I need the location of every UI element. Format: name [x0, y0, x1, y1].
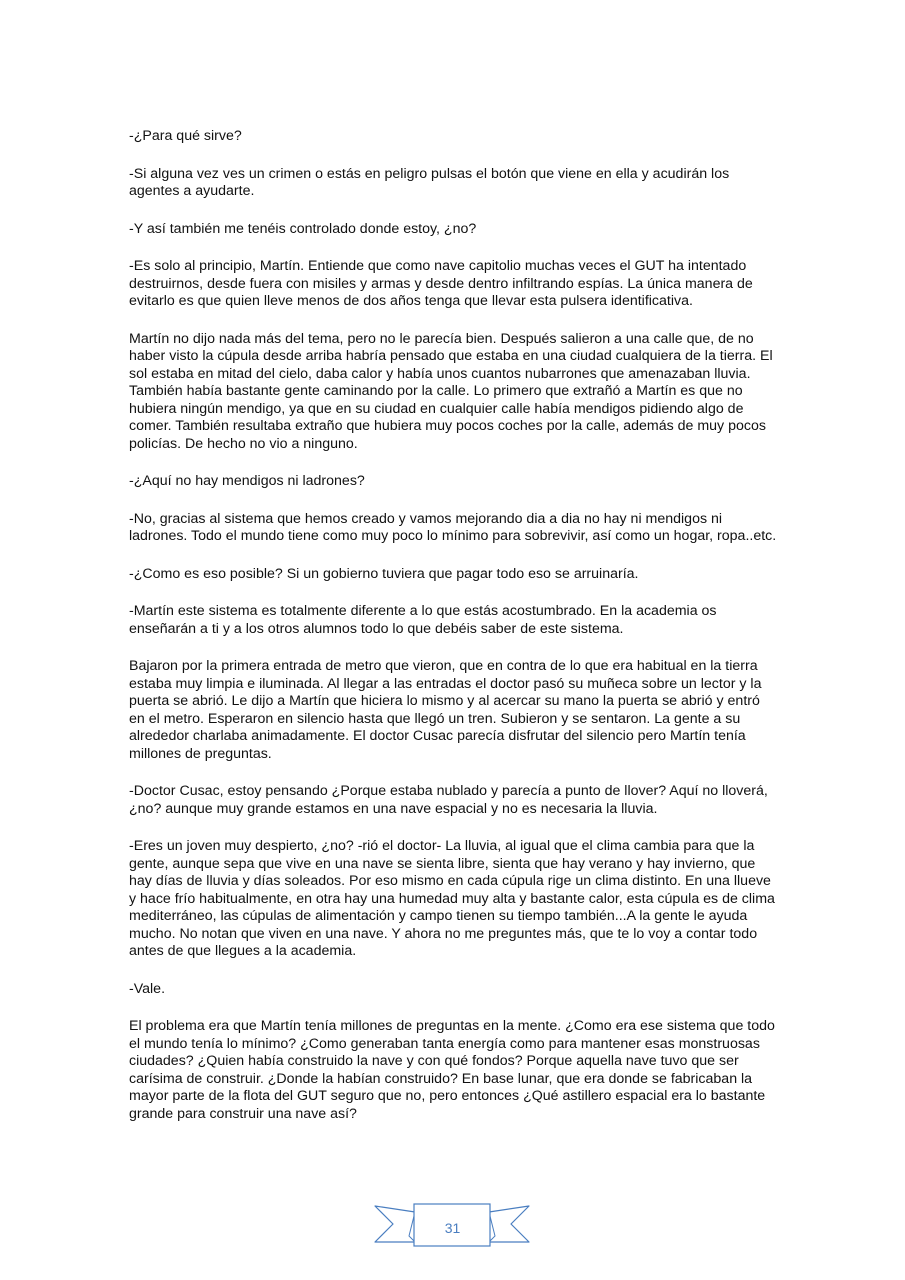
paragraph: -Martín este sistema es totalmente diferente a lo que estás acostumbrado. En la academia os enseñarán a ti y a los otros alumnos todo lo que debéis saber de este sistema. [129, 603, 717, 637]
paragraph: -Es solo al principio, Martín. Entiende que como nave capitolio muchas veces el GUT ha intentado destruirnos, desde fuera con misiles y armas y desde dentro infiltrando espías. La única manera de evitarlo es que quien lleve menos de dos años tenga que llevar esta pulsera identificativa. [129, 258, 753, 309]
paragraph: Bajaron por la primera entrada de metro que vieron, que en contra de lo que era habitual en la tierra estaba muy limpia e iluminada. Al llegar a las entradas el doctor pasó su muñeca sobre un lector y la puerta se abrió. Le dijo a Martín que hiciera lo mismo y al acercar su mano la puerta se abrió y entró en el metro. Esperaron en silencio hasta que llegó un tren. Subieron y se sentaron. La gente a su alrededor charlaba animadamente. El doctor Cusac parecía disfrutar del silencio pero Martín tenía millones de preguntas. [129, 658, 762, 762]
paragraph: -No, gracias al sistema que hemos creado y vamos mejorando dia a dia no hay ni mendigos ni ladrones. Todo el mundo tiene como muy poco lo mínimo para sobrevivir, así como un hogar, ropa..etc. [129, 510, 777, 544]
paragraph: -Y así también me tenéis controlado donde estoy, ¿no? [129, 220, 477, 237]
body-text [129, 128, 777, 1143]
paragraph: -¿Para qué sirve? [129, 128, 242, 144]
paragraph: -Vale. [129, 980, 166, 997]
paragraph: Martín no dijo nada más del tema, pero no le parecía bien. Después salieron a una calle que, de no haber visto la cúpula desde arriba habría pensado que estaba en una ciudad cualquiera de la tierra. El sol estaba en mitad del cielo, daba calor y había unos cuantos nubarrones que amenazaban lluvia. También había bastante gente caminando por la calle. Lo primero que extrañó a Martín es que no hubiera ningún mendigo, ya que en su ciudad en cualquier calle había mendigos pidiendo algo de comer. También resultaba extraño que hubiera muy pocos coches por la calle, además de muy pocos policías. De hecho no vio a ninguno. [129, 330, 773, 452]
paragraph: -Si alguna vez ves un crimen o estás en peligro pulsas el botón que viene en ella y acudirán los agentes a ayudarte. [129, 165, 730, 199]
page-number: 31 [444, 1220, 461, 1236]
paragraph: -Eres un joven muy despierto, ¿no? -rió el doctor- La lluvia, al igual que el clima cambia para que la gente, aunque sepa que vive en una nave se sienta libre, sienta que hay verano y hay invierno, que hay días de lluvia y días soleados. Por eso mismo en cada cúpula rige un clima distinto. En una llueve y hace frío habitualmente, en otra hay una humedad muy alta y bastante calor, esta cúpula es de clima mediterráneo, las cúpulas de alimentación y campo tienen su tiempo también...A la gente le ayuda mucho. No notan que viven en una nave. Y ahora no me preguntes más, que te lo voy a contar todo antes de que llegues a la academia. [129, 838, 775, 959]
paragraph: -¿Aquí no hay mendigos ni ladrones? [129, 473, 365, 489]
paragraph: -Doctor Cusac, estoy pensando ¿Porque estaba nublado y parecía a punto de llover? Aquí no lloverá, ¿no? aunque muy grande estamos en una nave espacial y no es necesaria la lluvia. [129, 783, 768, 817]
paragraph: -¿Como es eso posible? Si un gobierno tuviera que pagar todo eso se arruinaría. [129, 565, 639, 582]
paragraph: El problema era que Martín tenía millones de preguntas en la mente. ¿Como era ese sistema que todo el mundo tenía lo mínimo? ¿Como generaban tanta energía como para mantener esas monstruosas ciudades? ¿Quien había construido la nave y con qué fondos? Porque aquella nave tuvo que ser carísima de construir. ¿Donde la habían construido? En base lunar, que era donde se fabricaban la mayor parte de la flota del GUT seguro que no, pero entonces ¿Qué astillero espacial era lo bastante grande para construir una nave así? [129, 1018, 775, 1122]
